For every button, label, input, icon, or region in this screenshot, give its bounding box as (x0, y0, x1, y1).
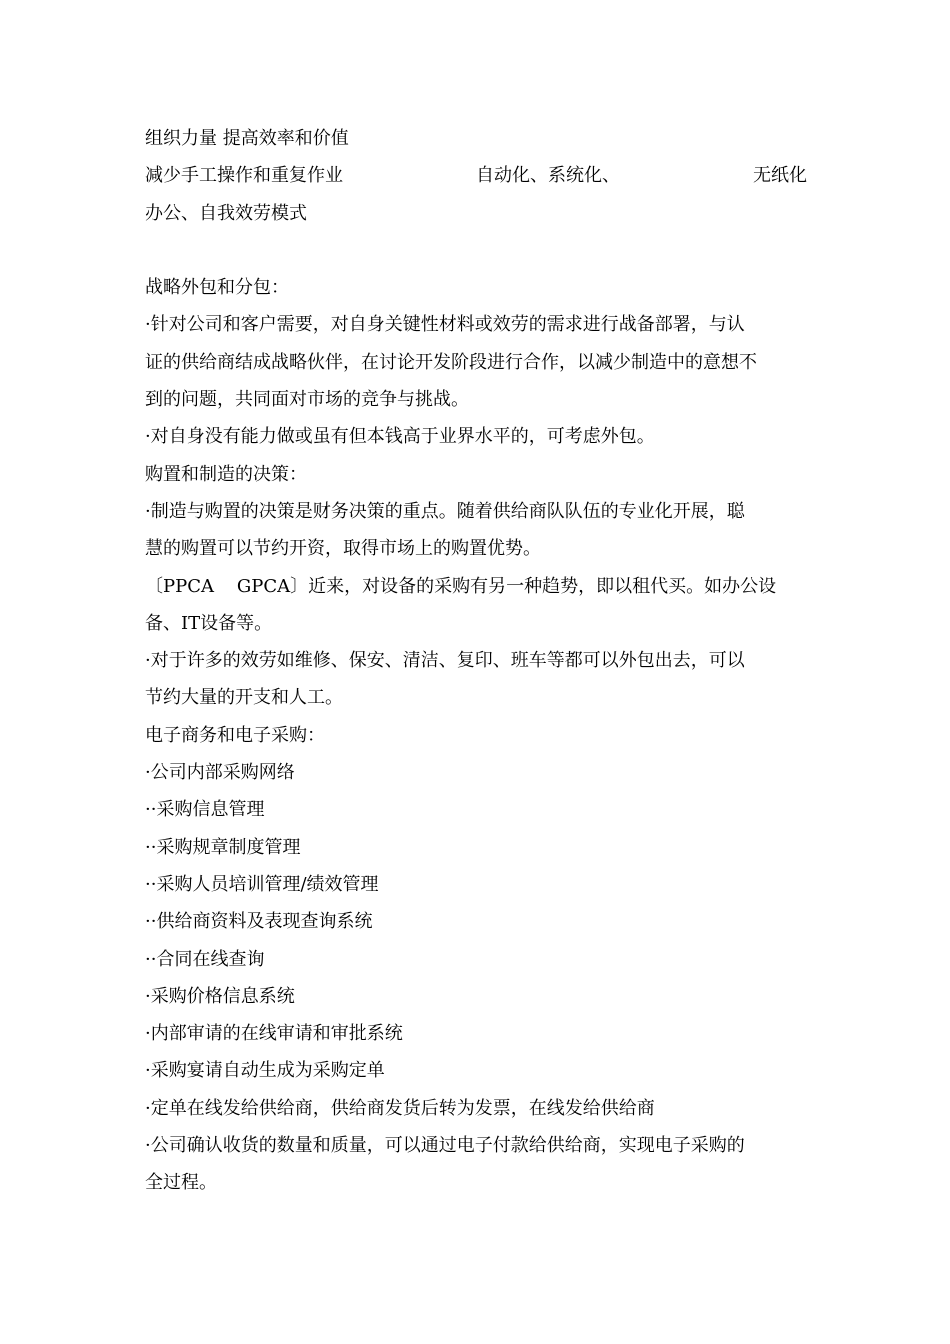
list-item: ·采购宴请自动生成为采购定单 (145, 1060, 385, 1082)
list-item: ·公司确认收货的数量和质量，可以通过电子付款给供给商，实现电子采购的 (145, 1135, 745, 1157)
section-heading-e-procurement: 电子商务和电子采购： (145, 724, 325, 746)
line-part-middle: 自动化、系统化、 (476, 165, 620, 187)
line-part-right: 无纸化 (753, 165, 807, 187)
list-item: ··供给商资料及表现查询系统 (145, 911, 373, 933)
text-line: ·制造与购置的决策是财务决策的重点。随着供给商队队伍的专业化开展，聪 (145, 500, 745, 522)
blank-line (145, 232, 807, 269)
text-line: ·对自身没有能力做或虽有但本钱高于业界水平的，可考虑外包。 (145, 426, 655, 448)
heading-line: 组织力量 提高效率和价值 (145, 128, 349, 149)
text-line: 慧的购置可以节约开资，取得市场上的购置优势。 (145, 538, 541, 560)
list-item: ·定单在线发给供给商，供给商发货后转为发票，在线发给供给商 (145, 1097, 655, 1119)
text-line: 〔PPCA GPCA〕近来，对设备的采购有另一种趋势，即以租代买。如办公设 (145, 575, 777, 597)
text-line: 备、IT设备等。 (145, 612, 273, 634)
document-body (145, 120, 807, 1202)
list-item: ··合同在线查询 (145, 948, 265, 970)
text-line: ·对于许多的效劳如维修、保安、清洁、复印、班车等都可以外包出去，可以 (145, 650, 745, 672)
list-item: ··采购规章制度管理 (145, 836, 301, 858)
list-item: ·公司内部采购网络 (145, 762, 295, 784)
section-heading-make-or-buy: 购置和制造的决策： (145, 463, 307, 485)
section-heading-outsourcing: 战略外包和分包： (145, 277, 289, 299)
text-line: 全过程。 (145, 1172, 217, 1194)
line-part-left: 减少手工操作和重复作业 (145, 165, 343, 187)
three-part-line (145, 157, 807, 194)
list-item: ·采购价格信息系统 (145, 985, 295, 1007)
list-item: ··采购信息管理 (145, 799, 265, 821)
text-line: ·针对公司和客户需要，对自身关键性材料或效劳的需求进行战备部署，与认 (145, 314, 745, 336)
list-item: ·内部审请的在线审请和审批系统 (145, 1023, 403, 1045)
list-item: ··采购人员培训管理/绩效管理 (145, 873, 379, 895)
text-line: 节约大量的开支和人工。 (145, 687, 343, 709)
text-line: 到的问题，共同面对市场的竞争与挑战。 (145, 389, 469, 411)
text-line: 办公、自我效劳模式 (145, 202, 307, 224)
text-line: 证的供给商结成战略伙伴，在讨论开发阶段进行合作，以减少制造中的意想不 (145, 351, 757, 373)
